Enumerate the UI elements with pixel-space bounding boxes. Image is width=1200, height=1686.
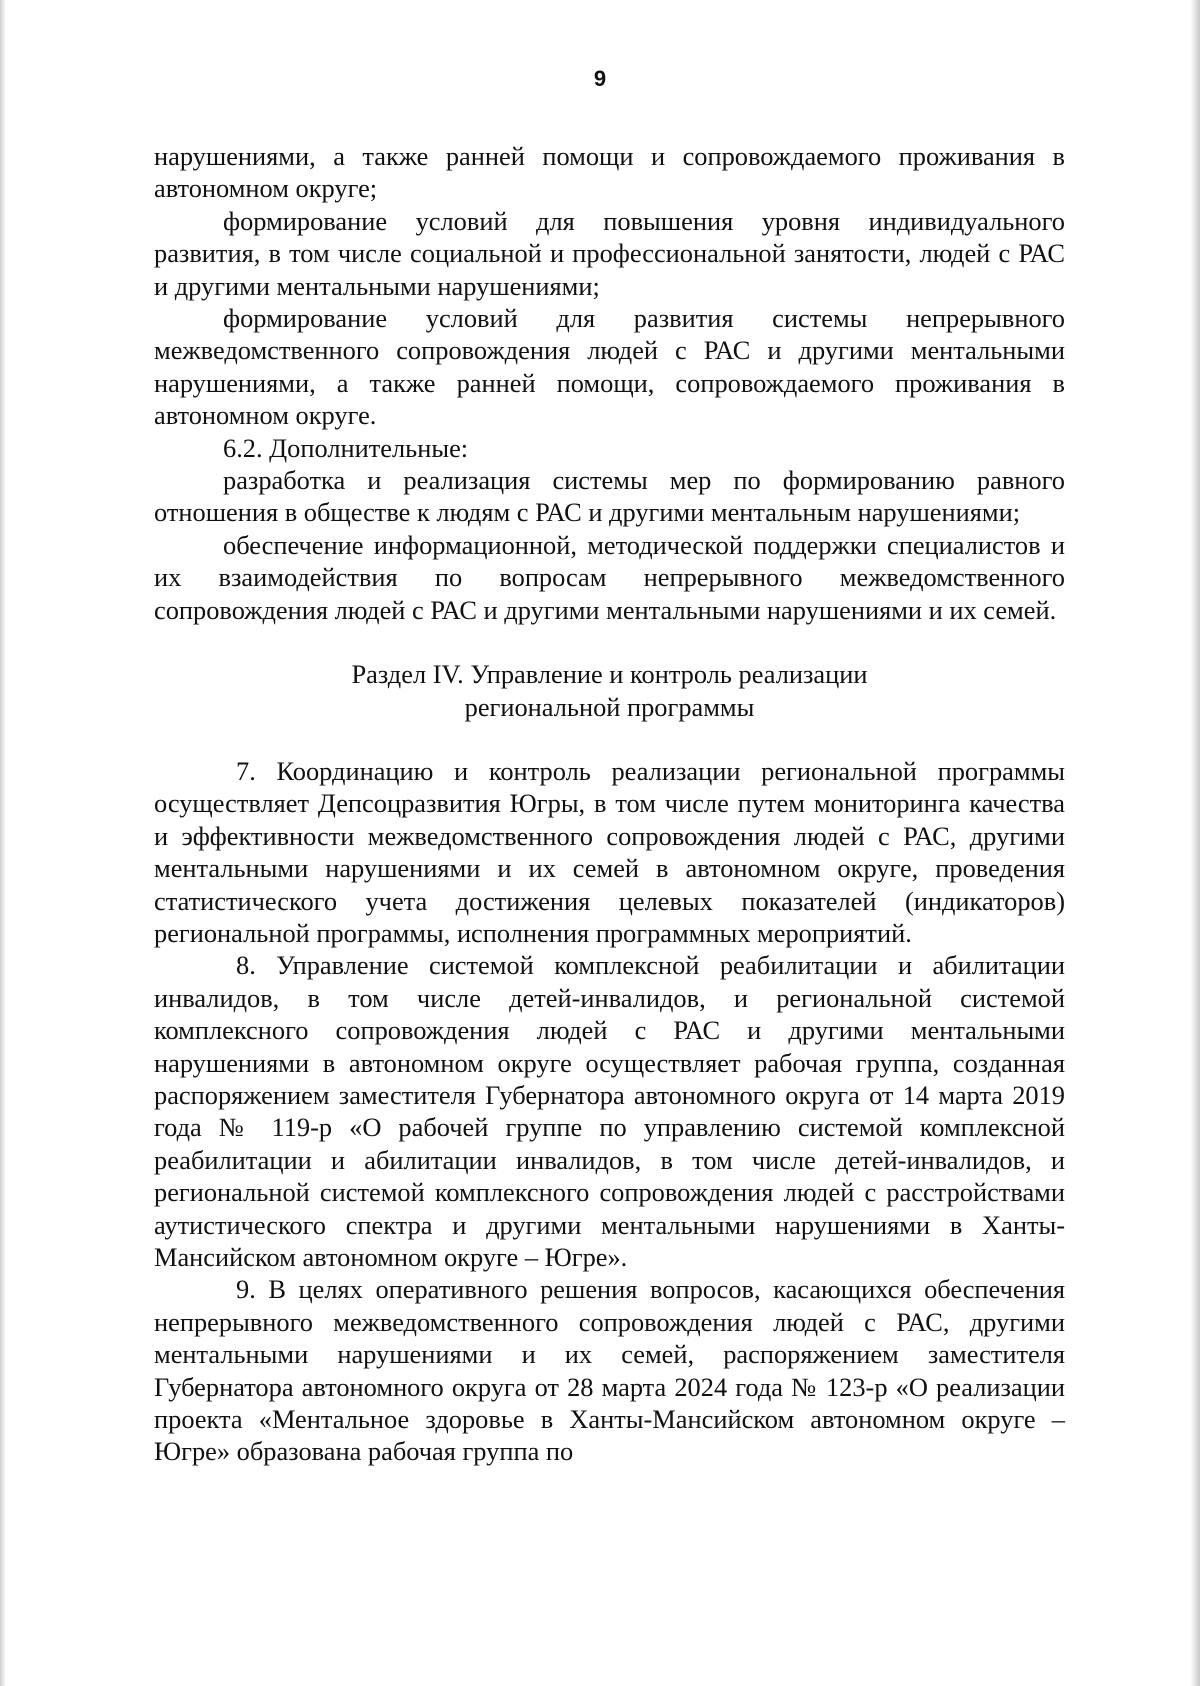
scan-edge-left bbox=[0, 0, 6, 1686]
section-heading-line-1: Раздел IV. Управление и контроль реализации bbox=[351, 659, 868, 690]
paragraph: формирование условий для повышения уровня индивидуального развития, в том числе социальной и профессиональной занятости, людей с РАС и другими ментальными нарушениями; bbox=[154, 205, 1065, 301]
paragraph: обеспечение информационной, методической поддержки специалистов и их взаимодействия по вопросам непрерывного межведомственного сопровождения людей с РАС и другими ментальными нарушениями и их семей. bbox=[154, 529, 1065, 625]
page-number: 9 bbox=[593, 66, 607, 91]
section-heading-line-2: региональной программы bbox=[464, 691, 755, 722]
paragraph: нарушениями, а также ранней помощи и сопровождаемого проживания в автономном округе; bbox=[154, 141, 1065, 204]
section-heading bbox=[154, 658, 1065, 723]
paragraph: разработка и реализация системы мер по формированию равного отношения в обществе к людям с РАС и другими ментальным нарушениями; bbox=[154, 465, 1065, 528]
paragraph: 6.2. Дополнительные: bbox=[223, 432, 469, 463]
paragraph: формирование условий для развития системы непрерывного межведомственного сопровождения людей с РАС и другими ментальными нарушениями, а также ранней помощи, сопровождаемого проживания в автономном округе. bbox=[154, 303, 1065, 431]
numbered-paragraph: 7. Координацию и контроль реализации региональной программы осуществляет Депсоцразвития Югры, в том числе путем мониторинга качества и эффективности межведомственного сопровождения людей с РАС, другими ментальными нарушениями и их семей в автономном округе, проведения статистического учета достижения целевых показателей (индикаторов) региональной программы, исполнения программных мероприятий. bbox=[154, 755, 1065, 948]
numbered-paragraph: 9. В целях оперативного решения вопросов, касающихся обеспечения непрерывного межведомственного сопровождения людей с РАС, другими ментальными нарушениями и их семей, распоряжением заместителя Губернатора автономного округа от 28 марта 2024 года № 123-р «О реализации проекта «Ментальное здоровье в Ханты-Мансийском автономном округе – Югре» образована рабочая группа по bbox=[154, 1274, 1065, 1467]
scan-edge-right bbox=[1190, 0, 1200, 1686]
document-body bbox=[154, 140, 1065, 1468]
numbered-paragraph: 8. Управление системой комплексной реабилитации и абилитации инвалидов, в том числе детей-инвалидов, и региональной системой комплексного сопровождения людей с РАС и другими ментальными нарушениями в автономном округе осуществляет рабочая группа, созданная распоряжением заместителя Губернатора автономного округа от 14 марта 2019 года № 119-р «О рабочей группе по управлению системой комплексной реабилитации и абилитации инвалидов, в том числе детей-инвалидов, и региональной системой комплексного сопровождения людей с расстройствами аутистического спектра и другими ментальными нарушениями в Ханты-Мансийском автономном округе – Югре». bbox=[154, 950, 1065, 1272]
